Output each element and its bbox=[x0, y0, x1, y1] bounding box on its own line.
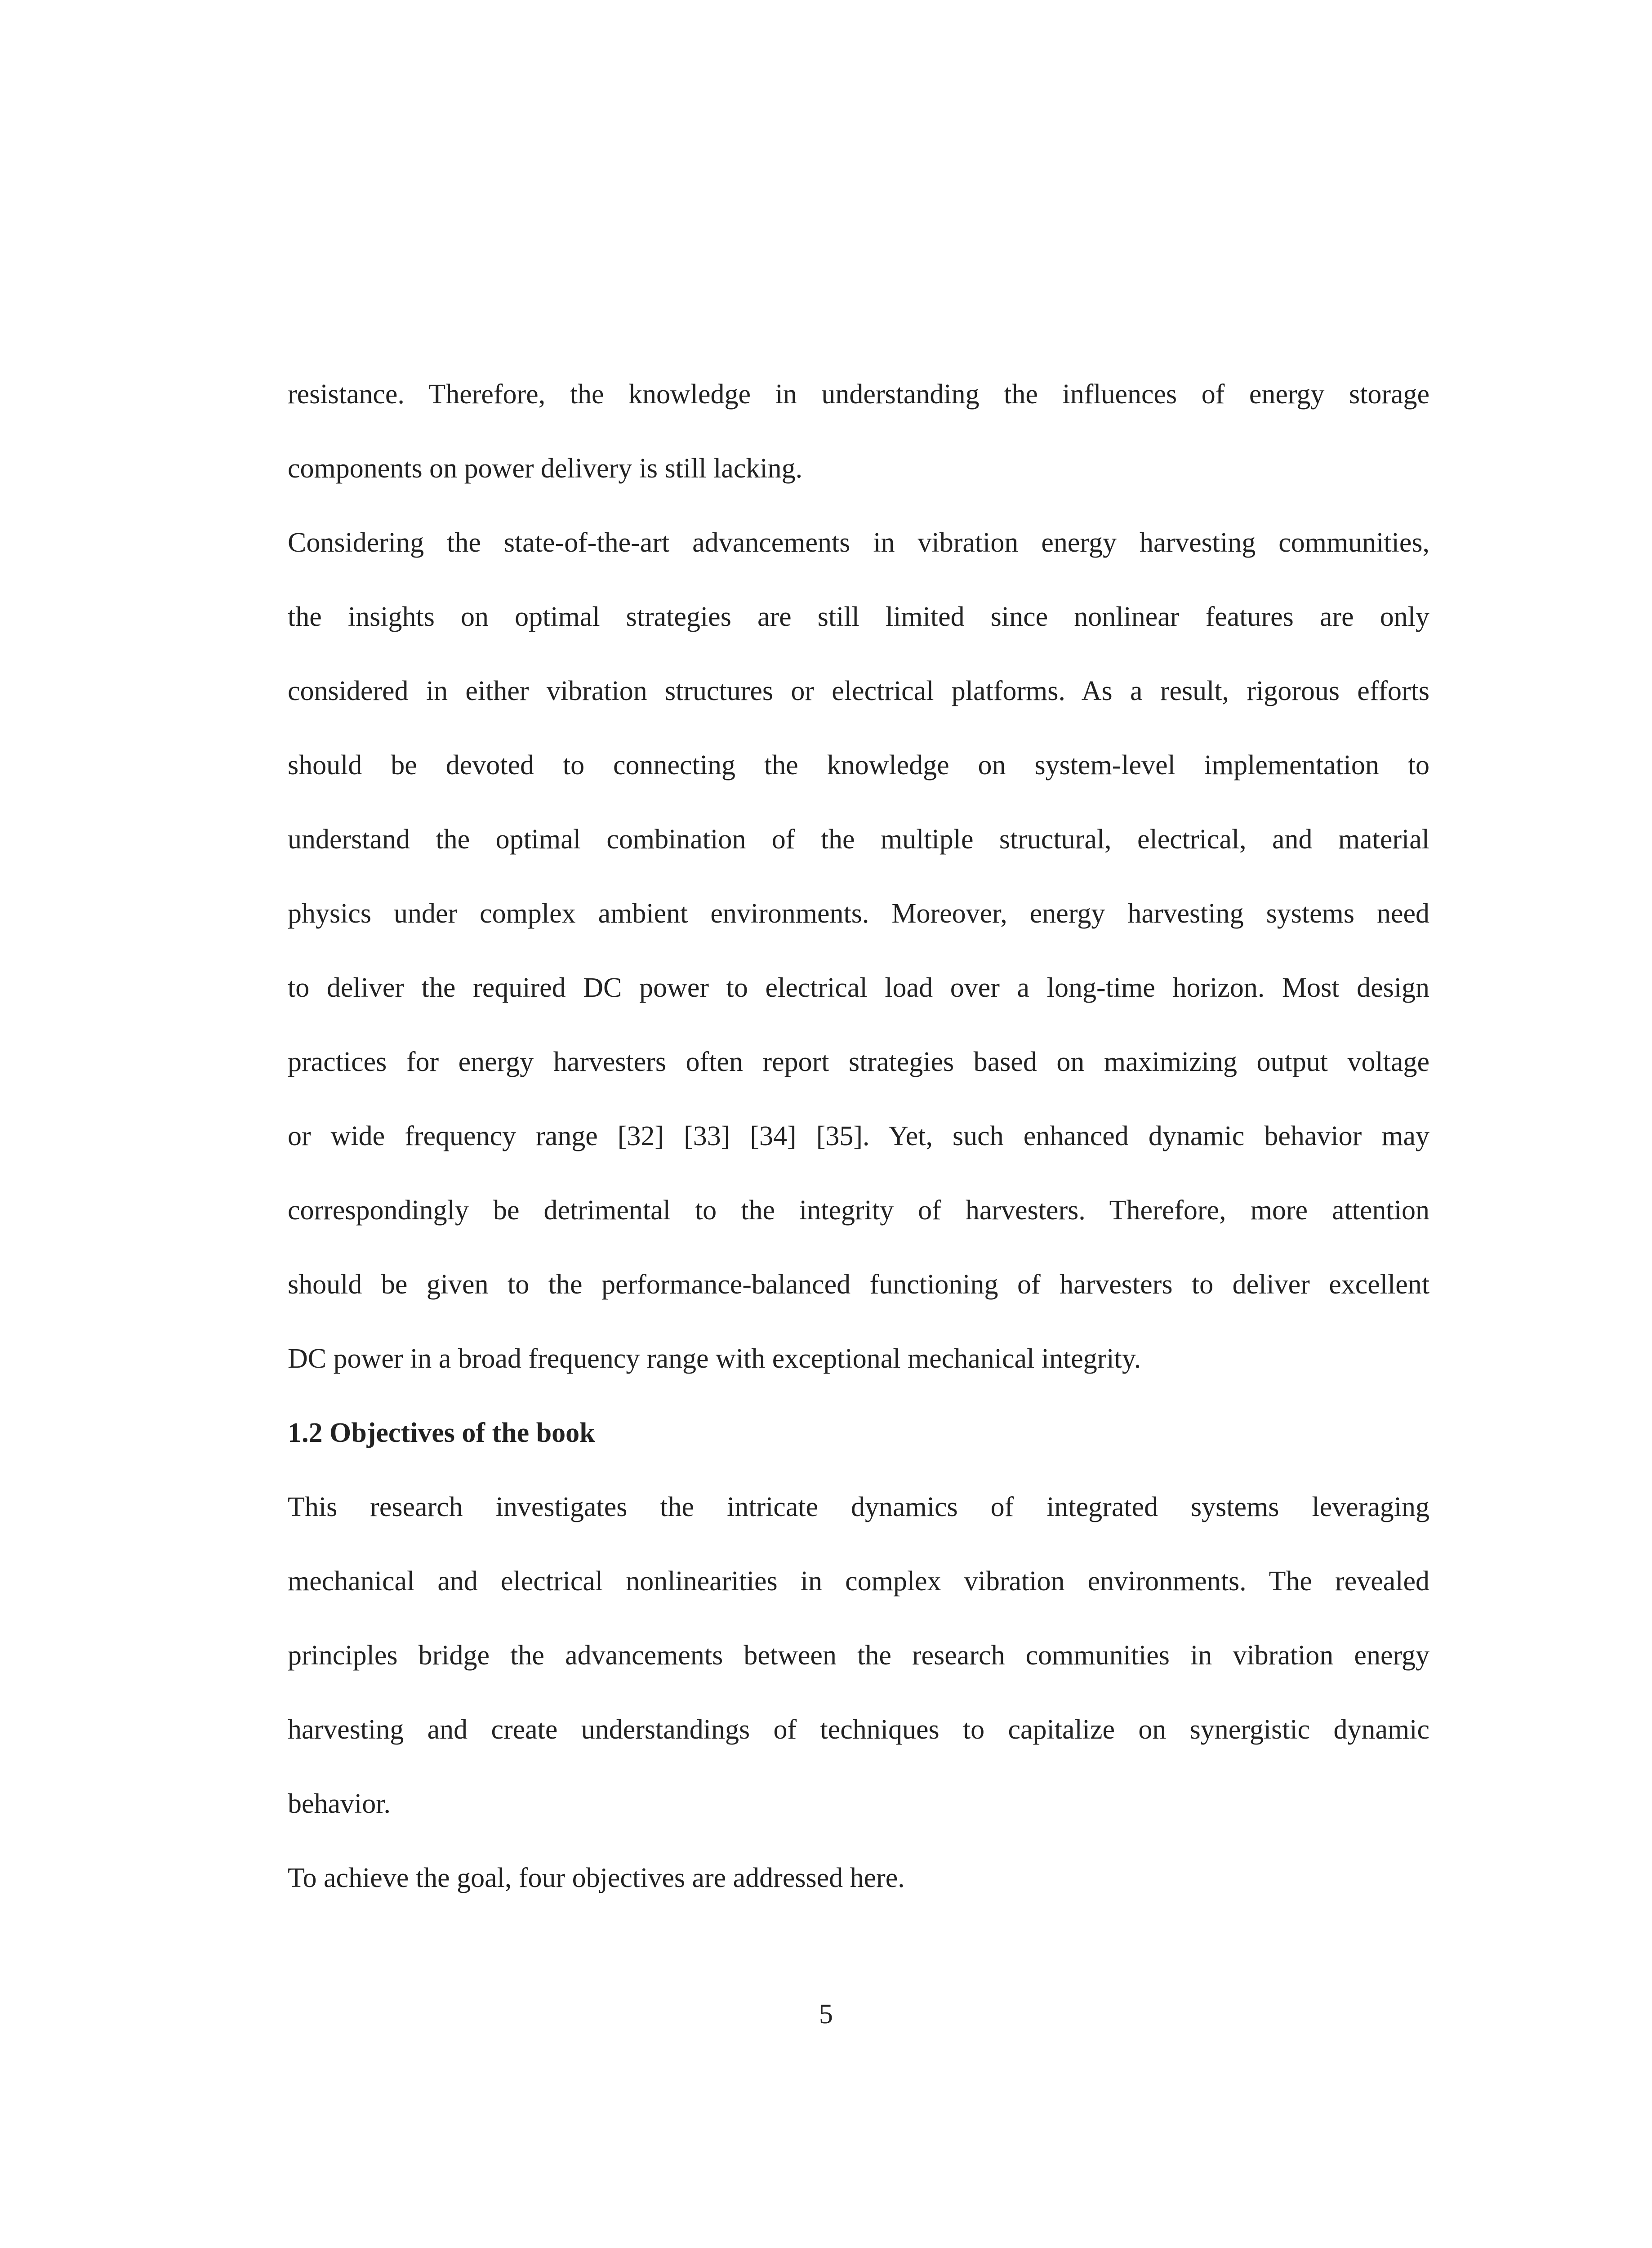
text-line: understand the optimal combination of the multiple structural, electrical, and material bbox=[288, 824, 1429, 855]
text-line: should be given to the performance-balanced functioning of harvesters to deliver excellent bbox=[288, 1269, 1429, 1300]
text-line: principles bridge the advancements between the research communities in vibration energy bbox=[288, 1640, 1429, 1671]
text-line: physics under complex ambient environments. Moreover, energy harvesting systems need bbox=[288, 898, 1429, 929]
text-line: mechanical and electrical nonlinearities in complex vibration environments. The revealed bbox=[288, 1566, 1429, 1597]
text-line: behavior. bbox=[288, 1789, 391, 1819]
text-line: considered in either vibration structures or electrical platforms. As a result, rigorous efforts bbox=[288, 676, 1429, 706]
body-text bbox=[288, 357, 1429, 1915]
text-line: resistance. Therefore, the knowledge in understanding the influences of energy storage bbox=[288, 379, 1429, 410]
text-line: harvesting and create understandings of techniques to capitalize on synergistic dynamic bbox=[288, 1714, 1429, 1745]
text-line: or wide frequency range [32] [33] [34] [35]. Yet, such enhanced dynamic behavior may bbox=[288, 1121, 1429, 1151]
text-line: practices for energy harvesters often report strategies based on maximizing output voltage bbox=[288, 1047, 1429, 1077]
text-line: To achieve the goal, four objectives are addressed here. bbox=[288, 1863, 905, 1893]
text-line: correspondingly be detrimental to the integrity of harvesters. Therefore, more attention bbox=[288, 1195, 1429, 1226]
text-line: should be devoted to connecting the knowledge on system-level implementation to bbox=[288, 750, 1429, 781]
text-line: This research investigates the intricate dynamics of integrated systems leveraging bbox=[288, 1492, 1429, 1522]
text-line: to deliver the required DC power to electrical load over a long-time horizon. Most design bbox=[288, 972, 1429, 1003]
text-line: Considering the state-of-the-art advancements in vibration energy harvesting communities, bbox=[288, 527, 1429, 558]
page-number: 5 bbox=[819, 1999, 833, 2029]
text-line: components on power delivery is still lacking. bbox=[288, 453, 803, 484]
text-line: the insights on optimal strategies are still limited since nonlinear features are only bbox=[288, 602, 1429, 632]
section-heading: 1.2 Objectives of the book bbox=[288, 1418, 595, 1448]
text-line: DC power in a broad frequency range with exceptional mechanical integrity. bbox=[288, 1343, 1141, 1374]
